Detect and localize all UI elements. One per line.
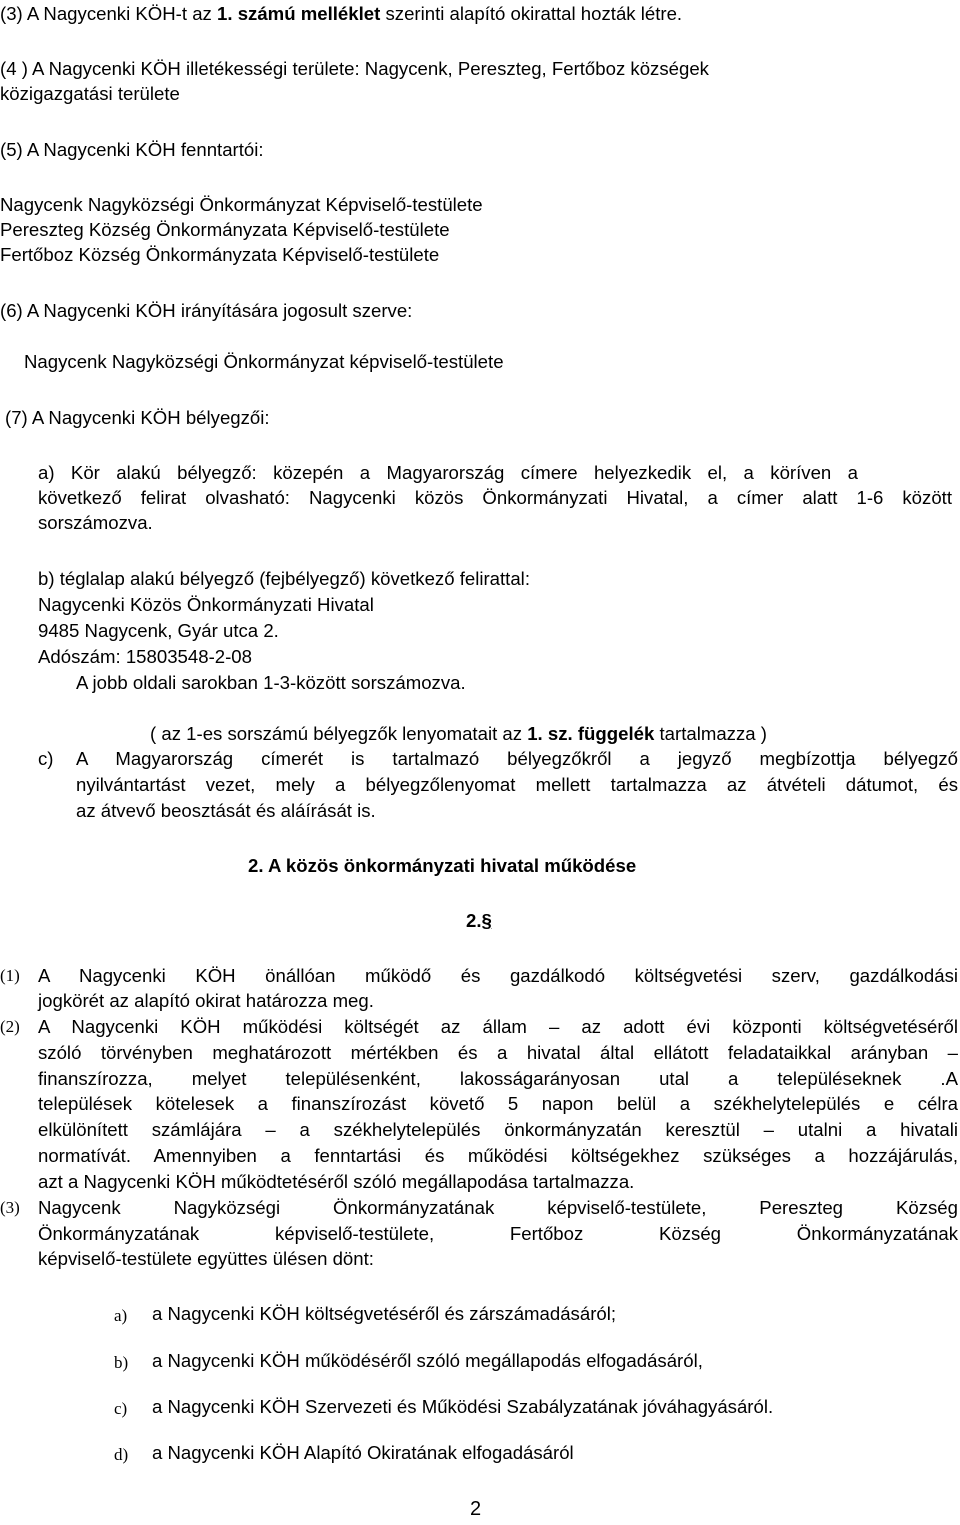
paragraph-4-line-1: (4 ) A Nagycenki KÖH illetékességi területe: Nagycenk, Pereszteg, Fertőboz községek <box>0 58 709 79</box>
appendix-note-pre: ( az 1-es sorszámú bélyegzők lenyomatait az <box>150 723 528 744</box>
stamp-c-label: c) <box>38 748 54 769</box>
stamp-b-line-1: b) téglalap alakú bélyegző (fejbélyegző) következő felirattal: <box>38 568 530 589</box>
paragraph-6-body: Nagycenk Nagyközségi Önkormányzat képviselő-testülete <box>24 351 504 372</box>
paragraph-7-heading: (7) A Nagycenki KÖH bélyegzői: <box>5 407 270 428</box>
maintainer-item: Pereszteg Község Önkormányzata Képviselő-testülete <box>0 219 450 240</box>
s2-2-line-7: azt a Nagycenki KÖH működtetéséről szóló megállapodása tartalmazza. <box>38 1171 635 1192</box>
paragraph-3-post: szerinti alapító okirattal hozták létre. <box>380 3 683 24</box>
s2-2-line-3: finanszírozza, melyet településenként, lakosságarányosan utal a településeknek .A <box>38 1068 958 1089</box>
stamp-a-line-3: sorszámozva. <box>38 512 153 533</box>
s2-1-line-2: jogkörét az alapító okirat határozza meg. <box>38 990 374 1011</box>
s2-3-line-2: Önkormányzatának képviselő-testülete, Fertőboz Község Önkormányzatának <box>38 1223 958 1244</box>
paragraph-6-heading: (6) A Nagycenki KÖH irányítására jogosult szerve: <box>0 300 413 321</box>
list-item: a Nagycenki KÖH Alapító Okiratának elfogadásáról <box>152 1442 574 1463</box>
list-item: a Nagycenki KÖH Szervezeti és Működési Szabályzatának jóváhagyásáról. <box>152 1396 774 1417</box>
item-number: (1) <box>0 966 20 985</box>
s2-2-line-1: A Nagycenki KÖH működési költségét az állam – az adott évi központi költségvetéséről <box>38 1016 958 1037</box>
paragraph-3-annex-ref: 1. számú melléklet <box>217 3 381 24</box>
item-number: (3) <box>0 1198 20 1217</box>
s2-2-line-4: települések kötelesek a finanszírozást követő 5 napon belül a székhelytelepülés e célra <box>38 1093 958 1114</box>
paragraph-number: 2. <box>466 910 482 931</box>
s2-1-line-1: A Nagycenki KÖH önállóan működő és gazdálkodó költségvetési szerv, gazdálkodási <box>38 965 958 986</box>
page-number: 2 <box>470 1498 482 1520</box>
s2-2-line-2: szóló törvényben meghatározott mértékben és a hivatal által ellátott feladataikkal arányban – <box>38 1042 958 1063</box>
list-label: b) <box>114 1353 129 1372</box>
list-label: a) <box>114 1306 128 1325</box>
stamp-c-line-1: A Magyarország címerét is tartalmazó bélyegzőkről a jegyző megbízottja bélyegző <box>76 748 958 769</box>
maintainer-item: Fertőboz Község Önkormányzata Képviselő-testülete <box>0 244 440 265</box>
s2-3-line-3: képviselő-testülete együttes ülésen dönt: <box>38 1248 374 1269</box>
stamp-a-line-1: a) Kör alakú bélyegző: közepén a Magyarország címere helyezkedik el, a köríven a <box>38 462 858 483</box>
paragraph-4-line-2: közigazgatási területe <box>0 83 180 104</box>
list-label: d) <box>114 1445 129 1464</box>
stamp-c-line-2: nyilvántartást vezet, mely a bélyegzőlenyomat mellett tartalmazza az átvételi dátumot, és <box>76 774 958 795</box>
stamp-a-line-2: következő felirat olvasható: Nagycenki közös Önkormányzati Hivatal, a címer alatt 1-6 között <box>38 487 952 508</box>
maintainer-item: Nagycenk Nagyközségi Önkormányzat Képviselő-testülete <box>0 194 483 215</box>
stamp-b-line-5: A jobb oldali sarokban 1-3-között sorszámozva. <box>76 672 466 693</box>
stamp-b-line-3: 9485 Nagycenk, Gyár utca 2. <box>38 620 279 641</box>
appendix-note <box>150 721 767 746</box>
stamp-b-line-4: Adószám: 15803548-2-08 <box>38 646 252 667</box>
section-title: 2. A közös önkormányzati hivatal működése <box>248 855 637 876</box>
section-sign: § <box>481 910 492 931</box>
item-number: (2) <box>0 1017 20 1036</box>
s2-2-line-5: elkülönített számlájára – a székhelytelepülés önkormányzatán keresztül – utalni a hivatali <box>38 1119 958 1140</box>
appendix-note-post: tartalmazza ) <box>654 723 767 744</box>
paragraph-3 <box>0 1 682 26</box>
paragraph-5-heading: (5) A Nagycenki KÖH fenntartói: <box>0 139 264 160</box>
paragraph-marker <box>466 908 492 933</box>
stamp-b-line-2: Nagycenki Közös Önkormányzati Hivatal <box>38 594 374 615</box>
list-item: a Nagycenki KÖH költségvetéséről és zárszámadásáról; <box>152 1303 617 1324</box>
paragraph-3-pre: (3) A Nagycenki KÖH-t az <box>0 3 218 24</box>
s2-2-line-6: normatívát. Amennyiben a fenntartási és működési költségekhez szükséges a hozzájárulás, <box>38 1145 958 1166</box>
stamp-c-line-3: az átvevő beosztását és aláírását is. <box>76 800 376 821</box>
appendix-note-ref: 1. sz. függelék <box>527 723 655 744</box>
list-label: c) <box>114 1399 128 1418</box>
s2-3-line-1: Nagycenk Nagyközségi Önkormányzatának képviselő-testülete, Pereszteg Község <box>38 1197 958 1218</box>
list-item: a Nagycenki KÖH működéséről szóló megállapodás elfogadásáról, <box>152 1350 703 1371</box>
